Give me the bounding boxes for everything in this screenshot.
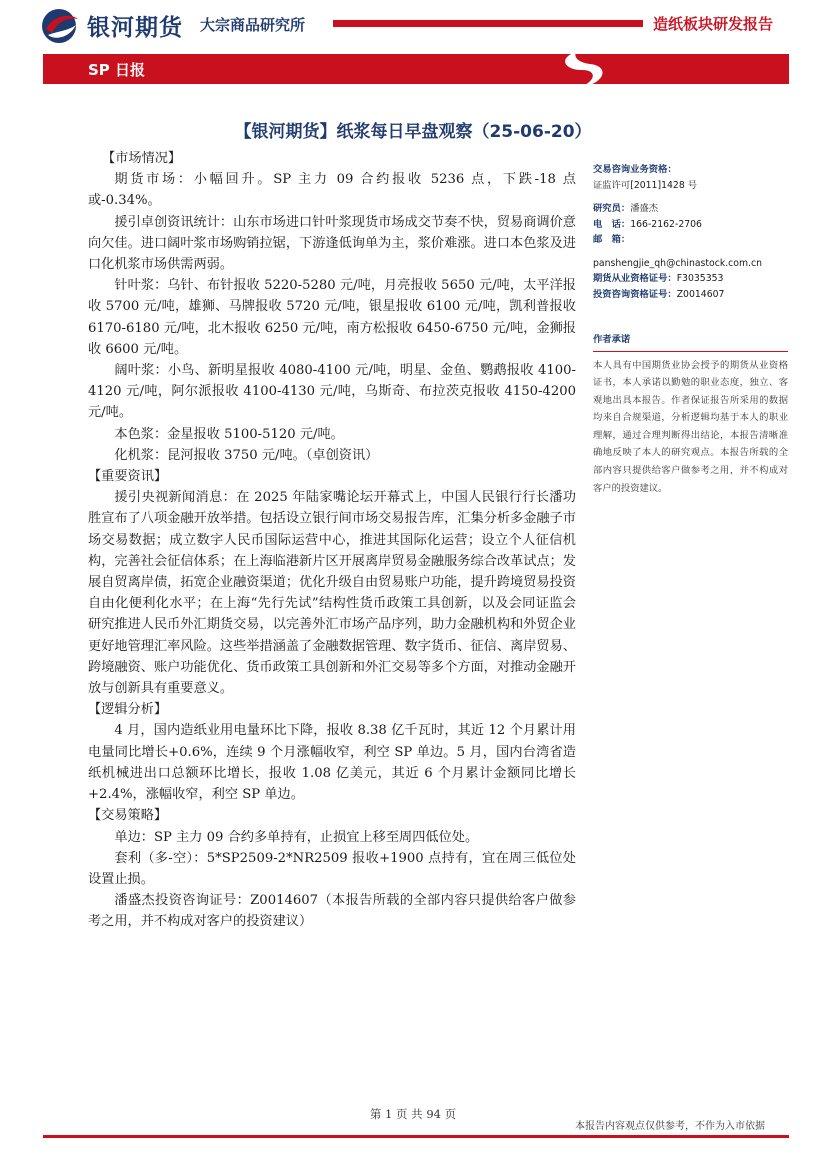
email-label: 邮 箱： [593,234,631,245]
phone-label: 电 话： [593,218,631,230]
analyst-sidebar [593,162,788,497]
hardwood-paragraph: 阔叶浆：小鸟、新明星报收 4080-4100 元/吨，明星、金鱼、鹦鹉报收 4100-4120 元/吨，阿尔派报收 4100-4130 元/吨，乌斯奇、布拉茨克报收 4150-4200 元/吨。 [88,363,576,421]
logic-section-heading: 【逻辑分析】 [88,702,168,718]
footer-disclaimer: 本报告内容观点仅供参考，不作为入市依据 [575,1121,765,1132]
ctmp-paragraph: 化机浆：昆河报收 3750 元/吨。（卓创资讯） [114,447,379,463]
advisory-cert-value: Z0014607 [676,288,725,300]
futures-paragraph: 期货市场：小幅回升。SP 主力 09 合约报收 5236 点，下跌-18 点或-0.34%。 [88,172,576,209]
pledge-heading: 作者承诺 [593,332,788,352]
advisory-cert-row [593,287,788,303]
advisory-cert-label: 投资咨询资格证号： [593,288,677,300]
institute-name: 大宗商品研究所 [200,16,306,34]
phone-value: 166-2162-2706 [630,218,702,230]
phone-row [593,217,788,233]
banner-label: SP 日报 [88,61,146,79]
report-type: 造纸板块研发报告 [653,15,774,33]
researcher-label: 研究员： [593,203,631,214]
header-rule [333,20,643,27]
analyst-note-paragraph: 潘盛杰投资咨询证号：Z0014607（本报告所载的全部内容只提供给客户做参考之用，并不构成对客户的投资建议） [88,893,576,930]
zhuochuang-paragraph: 援引卓创资讯统计：山东市场进口针叶浆现货市场成交节奏不快，贸易商调价意向欠佳。进口阔叶浆市场购销拉锯，下游逢低询单为主，浆价难涨。进口本色浆及进口化机浆市场供需两弱。 [88,214,576,273]
single-side-paragraph: 单边：SP 主力 09 合约多单持有，止损宜上移至周四低位处。 [114,829,479,845]
report-banner [43,54,789,84]
report-body [88,148,576,933]
galaxy-logo-icon [40,7,82,45]
pledge-text: 本人具有中国期货业协会授予的期货从业资格证书，本人承诺以勤勉的职业态度，独立、客观地出具本报告。作者保证报告所采用的数据均来自合规渠道，分析逻辑均基于本人的职业理解，通过合理判断得出结论，本报告清晰准确地反映了本人的研究观点。本报告所载的全部内容只提供给客户做参考之用，并不构成对客户的投资建议。 [593,359,788,494]
strategy-section-heading: 【交易策略】 [88,808,168,824]
unbleached-paragraph: 本色浆：金星报收 5100-5120 元/吨。 [114,426,344,442]
market-section-heading: 【市场情况】 [102,151,182,166]
futures-cert-value: F3035353 [676,273,724,284]
news-section-heading: 【重要资讯】 [88,469,168,485]
researcher-row [593,201,788,217]
logo-text: 银河期货 [87,15,183,41]
futures-cert-label: 期货从业资格证号： [593,273,677,284]
swoosh-icon [548,48,618,90]
researcher-name: 潘盛杰 [630,203,659,214]
footer-rule [43,1135,789,1138]
email-link[interactable]: panshengjie_qh@chinastock.com.cn [593,257,762,269]
page-number: 第 1 页 共 94 页 [369,1107,457,1121]
softwood-paragraph: 针叶浆：乌针、布针报收 5220-5280 元/吨，月亮报收 5650 元/吨，太平洋报收 5700 元/吨，雄狮、马牌报收 5720 元/吨，银星报收 6100 元/吨，凯利普报收 6170-6180 元/吨，北木报收 6250 元/吨，南方松报收 6450-6750 元/吨，金狮报收 6600 元/吨。 [88,278,576,357]
logic-paragraph: 4 月，国内造纸业用电量环比下降，报收 8.38 亿千瓦时，其近 12 个月累计用电量同比增长+0.6%，连续 9 个月涨幅收窄，利空 SP 单边。5 月，国内台湾省造纸机械进出口总额环比增长，报收 1.08 亿美元，其近 6 个月累计金额同比增长+2.4%，涨幅收窄，利空 SP 单边。 [88,723,576,803]
arbitrage-paragraph: 套利（多-空）：5*SP2509-2*NR2509 报收+1900 点持有，宜在周三低位处设置止损。 [88,850,576,887]
report-title: 【银河期货】纸浆每日早盘观察（25-06-20） [234,122,592,142]
futures-cert-row [593,271,788,287]
page-header [0,0,826,50]
qualification-heading: 交易咨询业务资格： [593,164,677,175]
email-label-row [593,232,788,248]
news-paragraph: 援引央视新闻消息：在 2025 年陆家嘴论坛开幕式上，中国人民银行行长潘功胜宣布了八项金融开放举措。包括设立银行间市场交易报告库，汇集分析多金融子市场交易数据；成立数字人民币国际运营中心，推进其国际化运营；设立个人征信机构，完善社会征信体系；在上海临港新片区开展离岸贸易金融服务综合改革试点；发展自贸离岸债，拓宽企业融资渠道；优化升级自由贸易账户功能，提升跨境贸易投资自由化便利化水平；在上海“先行先试”结构性货币政策工具创新，以及会同证监会研究推进人民币外汇期货交易，以完善外汇市场产品序列，助力金融机构和外贸企业更好地管理汇率风险。这些举措涵盖了金融数据管理、数字货币、征信、离岸贸易、跨境融资、账户功能优化、货币政策工具创新和外汇交易等多个方面，对推动金融开放与创新具有重要意义。 [88,490,576,697]
license-number: 证监许可[2011]1428 号 [593,179,698,191]
